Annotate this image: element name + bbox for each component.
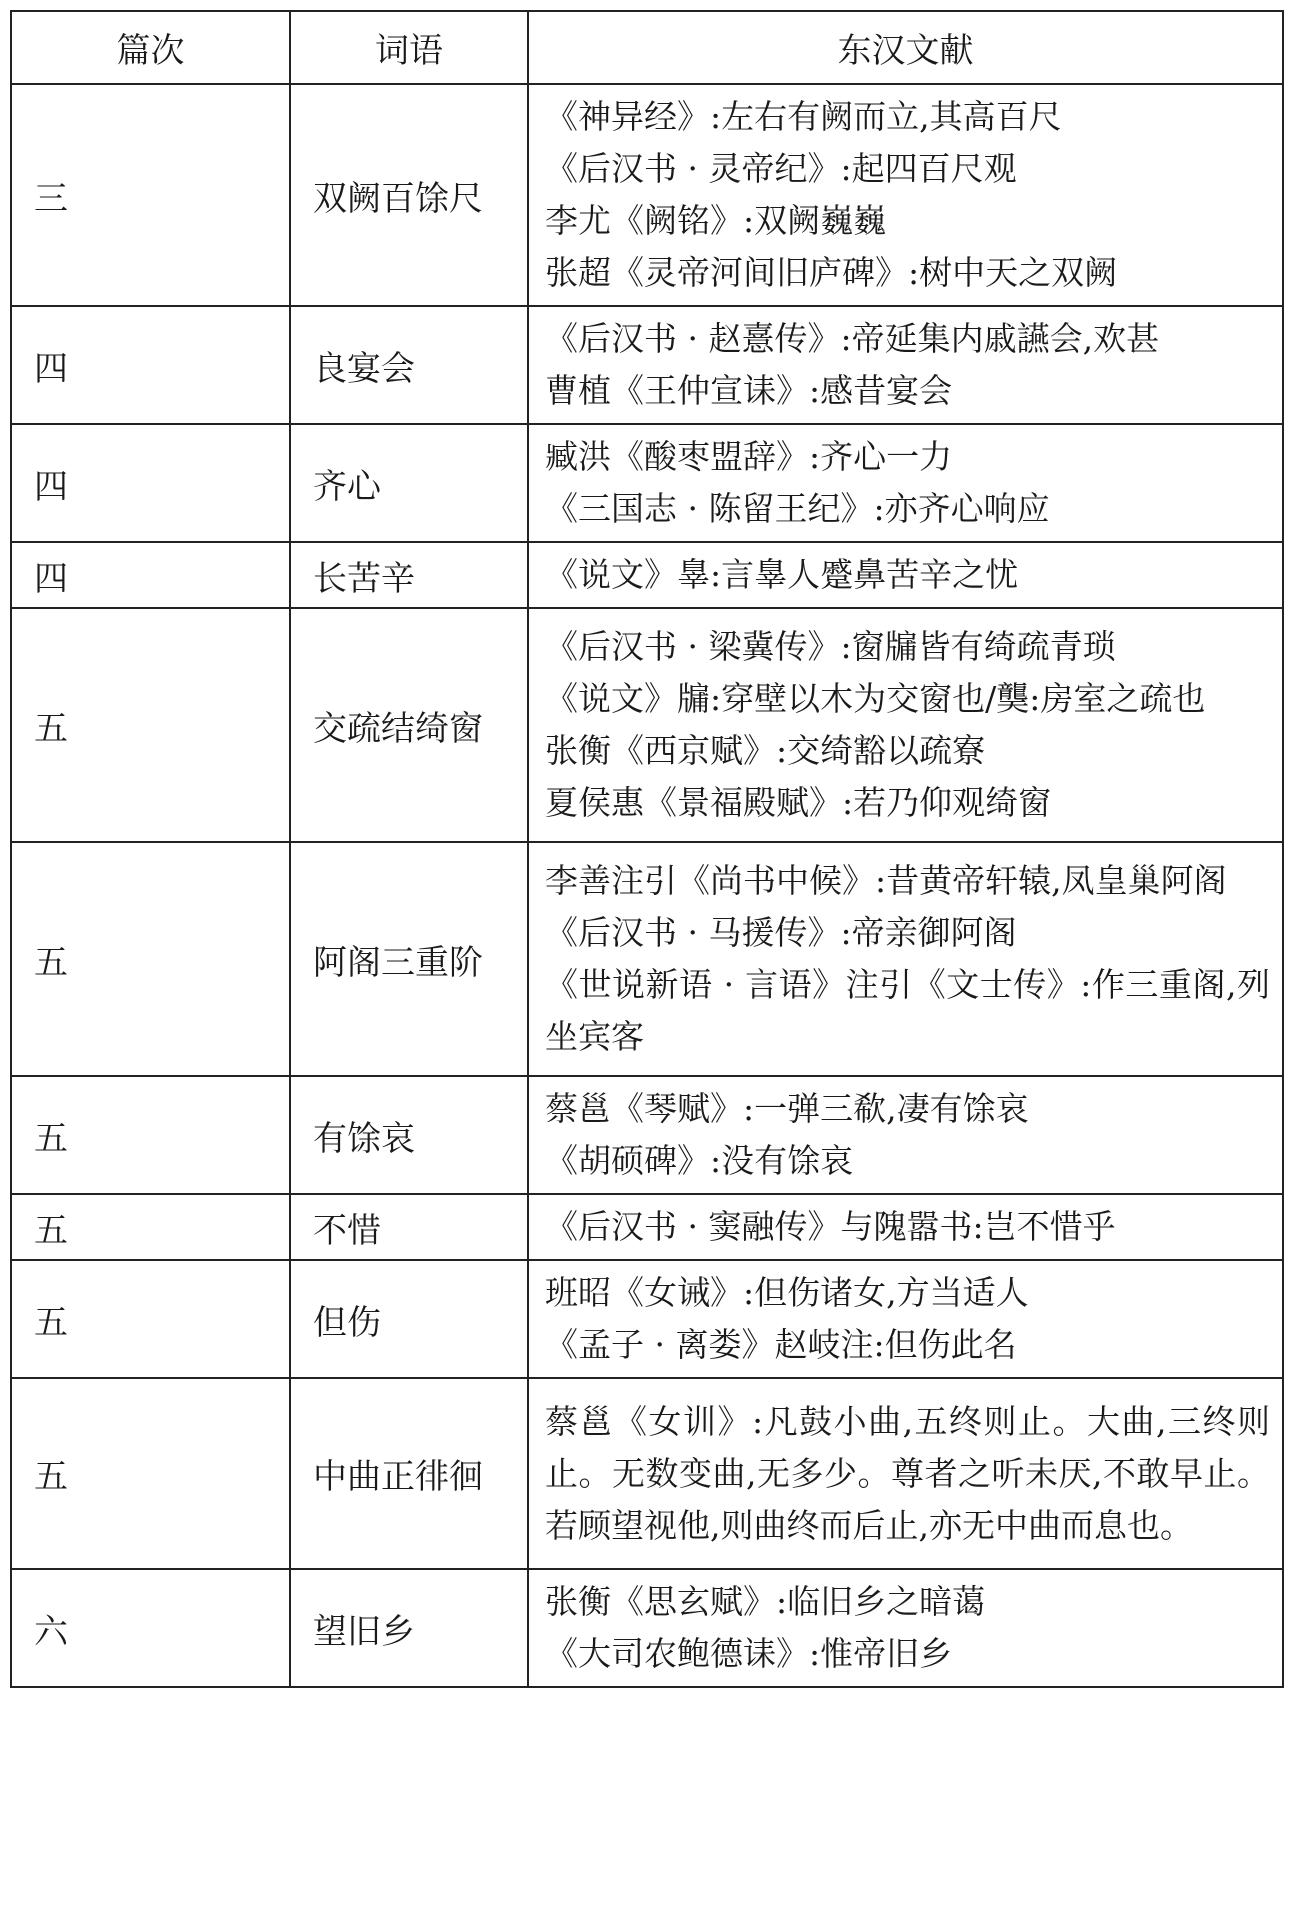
cell-donghan-wenxian xyxy=(528,424,1283,542)
cell-pianci: 四 xyxy=(11,306,290,424)
cell-ciyu: 有馀哀 xyxy=(290,1076,528,1194)
cell-ciyu: 双阙百馀尺 xyxy=(290,84,528,306)
cell-donghan-wenxian xyxy=(528,842,1283,1076)
table-row xyxy=(11,1076,1283,1194)
citation-line: 张衡《思玄赋》:临旧乡之暗蔼 xyxy=(545,1582,986,1621)
citation-line: 张超《灵帝河间旧庐碑》:树中天之双阙 xyxy=(545,253,1118,292)
cell-pianci: 五 xyxy=(11,608,290,842)
cell-pianci: 五 xyxy=(11,1194,290,1260)
table-row xyxy=(11,1260,1283,1378)
citation-line: 《说文》辠:言辠人蹙鼻苦辛之忧 xyxy=(545,555,1019,594)
table-row xyxy=(11,424,1283,542)
header-ciyu: 词语 xyxy=(290,11,528,84)
citation-line: 夏侯惠《景福殿赋》:若乃仰观绮窗 xyxy=(545,783,1052,822)
cell-ciyu: 中曲正徘徊 xyxy=(290,1378,528,1569)
citation-line: 《后汉书 · 灵帝纪》:起四百尺观 xyxy=(545,149,1017,188)
citation-line: 《后汉书 · 梁冀传》:窗牖皆有绮疏青琐 xyxy=(545,627,1116,666)
citation-line: 李善注引《尚书中候》:昔黄帝轩辕,凤皇巢阿阁 xyxy=(545,861,1227,900)
citation-line: 《说文》牖:穿壁以木为交窗也/龑:房室之疏也 xyxy=(545,679,1206,718)
cell-ciyu: 不惜 xyxy=(290,1194,528,1260)
cell-ciyu: 阿阁三重阶 xyxy=(290,842,528,1076)
cell-ciyu: 长苦辛 xyxy=(290,542,528,608)
header-donghan-wenxian: 东汉文献 xyxy=(528,11,1283,84)
cell-donghan-wenxian xyxy=(528,542,1283,608)
table-row xyxy=(11,1378,1283,1569)
citation-line: 臧洪《酸枣盟辞》:齐心一力 xyxy=(545,437,953,476)
cell-pianci: 三 xyxy=(11,84,290,306)
citation-line: 《后汉书 · 赵憙传》:帝延集内戚讌会,欢甚 xyxy=(545,319,1160,358)
citation-line: 曹植《王仲宣诔》:感昔宴会 xyxy=(545,371,953,410)
cell-pianci: 六 xyxy=(11,1569,290,1687)
table-row xyxy=(11,84,1283,306)
cell-pianci: 五 xyxy=(11,1260,290,1378)
citation-line: 《大司农鲍德诔》:惟帝旧乡 xyxy=(545,1634,953,1673)
table-row xyxy=(11,1569,1283,1687)
cell-ciyu: 望旧乡 xyxy=(290,1569,528,1687)
header-pianci: 篇次 xyxy=(11,11,290,84)
cell-pianci: 五 xyxy=(11,842,290,1076)
citation-line: 《孟子 · 离娄》赵岐注:但伤此名 xyxy=(545,1325,1017,1364)
table-row xyxy=(11,608,1283,842)
table-header-row xyxy=(11,11,1283,84)
cell-ciyu: 良宴会 xyxy=(290,306,528,424)
table-row xyxy=(11,542,1283,608)
citation-line: 《神异经》:左右有阙而立,其高百尺 xyxy=(545,97,1062,136)
cell-ciyu: 齐心 xyxy=(290,424,528,542)
table-row xyxy=(11,842,1283,1076)
citation-line: 《胡硕碑》:没有馀哀 xyxy=(545,1141,854,1180)
citation-line: 李尤《阙铭》:双阙巍巍 xyxy=(545,201,887,240)
table-body xyxy=(11,84,1283,1687)
cell-pianci: 五 xyxy=(11,1378,290,1569)
cell-donghan-wenxian xyxy=(528,1194,1283,1260)
citation-line: 蔡邕《琴赋》:一弹三欷,凄有馀哀 xyxy=(545,1089,1029,1128)
cell-donghan-wenxian xyxy=(528,1378,1283,1569)
cell-ciyu: 交疏结绮窗 xyxy=(290,608,528,842)
citation-line: 蔡邕《女训》:凡鼓小曲,五终则止。大曲,三终则止。无数变曲,无多少。尊者之听未厌,不敢早止。若顾望视他,则曲终而后止,亦无中曲而息也。 xyxy=(545,1401,1270,1545)
citation-line: 班昭《女诫》:但伤诸女,方当适人 xyxy=(545,1273,1029,1312)
cell-donghan-wenxian xyxy=(528,306,1283,424)
cell-donghan-wenxian xyxy=(528,608,1283,842)
citation-line: 张衡《西京赋》:交绮豁以疏寮 xyxy=(545,731,986,770)
citation-line: 《世说新语 · 言语》注引《文士传》:作三重阁,列坐宾客 xyxy=(545,965,1270,1056)
cell-pianci: 四 xyxy=(11,424,290,542)
table-row xyxy=(11,1194,1283,1260)
cell-donghan-wenxian xyxy=(528,1076,1283,1194)
cell-donghan-wenxian xyxy=(528,84,1283,306)
citation-line: 《后汉书 · 马援传》:帝亲御阿阁 xyxy=(545,913,1017,952)
cell-pianci: 四 xyxy=(11,542,290,608)
citation-line: 《三国志 · 陈留王纪》:亦齐心响应 xyxy=(545,489,1050,528)
literature-comparison-table xyxy=(10,10,1284,1688)
cell-pianci: 五 xyxy=(11,1076,290,1194)
cell-donghan-wenxian xyxy=(528,1260,1283,1378)
citation-line: 《后汉书 · 窦融传》与隗嚣书:岂不惜乎 xyxy=(545,1207,1116,1246)
table-row xyxy=(11,306,1283,424)
cell-donghan-wenxian xyxy=(528,1569,1283,1687)
cell-ciyu: 但伤 xyxy=(290,1260,528,1378)
